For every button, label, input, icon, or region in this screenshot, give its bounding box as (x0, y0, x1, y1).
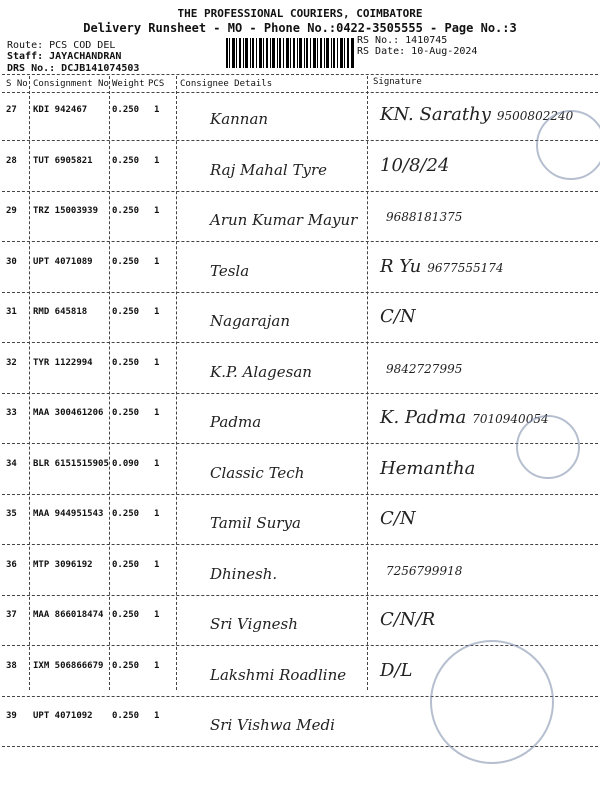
row-separator (2, 342, 598, 343)
row-signature (380, 256, 580, 277)
header-separator-top (2, 74, 598, 75)
row-signature-number: 9500802240 (496, 109, 574, 123)
row-sno: 31 (6, 307, 17, 317)
row-signature-text: K. Padma (380, 407, 467, 428)
row-consignment: MAA 866018474 (33, 610, 104, 620)
row-consignment: MAA 944951543 (33, 509, 104, 519)
row-consignment: BLR 6151515905 (33, 458, 109, 469)
row-weight: 0.250 (112, 559, 140, 570)
row-signature-number: 7010940054 (472, 412, 549, 426)
row-signature-text: Hemantha (380, 457, 476, 479)
row-consignee: K.P. Alagesan (210, 362, 312, 381)
col-sno: S No (6, 79, 28, 89)
row-weight: 0.250 (112, 610, 140, 620)
row-consignment: TUT 6905821 (33, 155, 93, 166)
row-consignment: TRZ 15003939 (33, 206, 99, 216)
row-weight: 0.250 (112, 155, 140, 166)
row-signature-number: 7256799918 (386, 563, 463, 578)
row-pcs: 1 (154, 307, 160, 317)
staff-label: Staff: JAYACHANDRAN (7, 51, 122, 62)
col-consignee: Consignee Details (180, 79, 273, 89)
row-consignee: Nagarajan (210, 312, 290, 330)
col-pcs: PCS (148, 79, 165, 89)
row-consignee: Arun Kumar Mayur (210, 211, 358, 229)
row-pcs: 1 (154, 256, 160, 267)
row-pcs: 1 (154, 206, 160, 216)
row-signature (380, 559, 580, 580)
table-row (0, 298, 600, 356)
row-separator (2, 140, 598, 141)
row-consignment: MAA 300461206 (33, 408, 104, 418)
row-pcs: 1 (154, 458, 160, 469)
row-consignee: Classic Tech (210, 463, 305, 482)
row-pcs: 1 (154, 559, 160, 570)
row-pcs: 1 (154, 408, 160, 418)
row-separator (2, 544, 598, 545)
row-consignee: Sri Vignesh (210, 615, 298, 633)
row-consignee: Lakshmi Roadline (210, 665, 347, 684)
table-row (0, 399, 600, 457)
row-separator (2, 292, 598, 293)
row-signature (380, 306, 580, 327)
row-consignment: TYR 1122994 (33, 357, 93, 368)
row-sno: 27 (6, 105, 17, 115)
row-signature (380, 508, 580, 529)
row-pcs: 1 (154, 509, 160, 519)
row-separator (2, 241, 598, 242)
row-pcs: 1 (154, 357, 160, 368)
row-sno: 39 (6, 711, 17, 721)
header-title-line: Delivery Runsheet - MO - Phone No.:0422-3505555 - Page No.:3 (83, 21, 517, 35)
row-sno: 36 (6, 559, 17, 570)
rs-date: RS Date: 10-Aug-2024 (357, 46, 478, 57)
row-signature (380, 609, 580, 630)
row-weight: 0.250 (112, 105, 140, 115)
col-signature: Signature (373, 77, 422, 87)
row-consignment: UPT 4071092 (33, 711, 93, 721)
row-sno: 34 (6, 458, 17, 469)
row-weight: 0.250 (112, 256, 140, 267)
row-weight: 0.250 (112, 357, 140, 368)
row-sno: 35 (6, 509, 17, 519)
table-row (0, 551, 600, 609)
row-weight: 0.250 (112, 711, 140, 721)
row-signature-number: 9677555174 (427, 260, 504, 275)
row-signature-text: R Yu (380, 255, 422, 277)
barcode (226, 38, 354, 68)
header-separator-bottom (2, 92, 598, 93)
row-sno: 30 (6, 256, 17, 267)
rs-number: RS No.: 1410745 (357, 35, 448, 46)
row-weight: 0.250 (112, 307, 140, 317)
company-stamp (536, 110, 600, 180)
table-row (0, 248, 600, 306)
row-signature (380, 205, 580, 226)
row-consignee: Dhinesh. (210, 564, 278, 583)
row-signature-text: D/L (380, 659, 413, 681)
row-separator (2, 443, 598, 444)
row-sno: 29 (6, 206, 17, 216)
row-consignment: KDI 942467 (33, 105, 88, 115)
row-signature-number: 9842727995 (386, 361, 463, 376)
row-signature-text: C/N (380, 306, 416, 327)
row-consignment: MTP 3096192 (33, 559, 93, 570)
row-consignee: Tesla (210, 261, 250, 280)
row-separator (2, 494, 598, 495)
row-consignee: Padma (210, 413, 262, 431)
row-consignee: Raj Mahal Tyre (210, 160, 327, 179)
drs-label: DRS No.: DCJB141074503 (7, 63, 140, 74)
row-consignment: RMD 645818 (33, 307, 88, 317)
row-signature-text: KN. Sarathy (380, 104, 491, 125)
row-weight: 0.250 (112, 408, 140, 418)
row-separator (2, 191, 598, 192)
col-weight: Weight (112, 79, 145, 89)
row-sno: 38 (6, 660, 17, 671)
row-signature-number: 9688181375 (386, 210, 463, 224)
row-consignee: Tamil Surya (210, 514, 301, 532)
route-label: Route: PCS COD DEL (7, 40, 116, 51)
table-row (0, 500, 600, 558)
row-pcs: 1 (154, 660, 160, 671)
row-separator (2, 595, 598, 596)
row-weight: 0.090 (112, 458, 140, 469)
row-signature-text: 10/8/24 (380, 154, 450, 176)
classic-tech-stamp (516, 415, 580, 479)
row-signature-text: C/N/R (380, 609, 436, 630)
row-consignment: UPT 4071089 (33, 256, 93, 267)
row-consignee: Kannan (210, 110, 269, 128)
row-pcs: 1 (154, 105, 160, 115)
row-pcs: 1 (154, 610, 160, 620)
table-row (0, 147, 600, 205)
row-pcs: 1 (154, 155, 160, 166)
table-row (0, 349, 600, 407)
table-row (0, 96, 600, 154)
row-weight: 0.250 (112, 206, 140, 216)
row-consignee: Sri Vishwa Medi (210, 716, 335, 734)
row-sno: 28 (6, 155, 17, 166)
table-row (0, 197, 600, 255)
header-company: THE PROFESSIONAL COURIERS, COIMBATORE (177, 7, 423, 20)
row-sno: 32 (6, 357, 17, 368)
sri-vishwa-stamp (430, 640, 554, 764)
row-signature (380, 357, 580, 378)
row-weight: 0.250 (112, 660, 140, 671)
row-consignment: IXM 506866679 (33, 660, 104, 671)
row-sno: 33 (6, 408, 17, 418)
row-sno: 37 (6, 610, 17, 620)
row-separator (2, 393, 598, 394)
row-pcs: 1 (154, 711, 160, 721)
row-signature-text: C/N (380, 508, 416, 529)
table-row (0, 450, 600, 508)
row-weight: 0.250 (112, 509, 140, 519)
col-consignment: Consignment No (33, 79, 109, 89)
